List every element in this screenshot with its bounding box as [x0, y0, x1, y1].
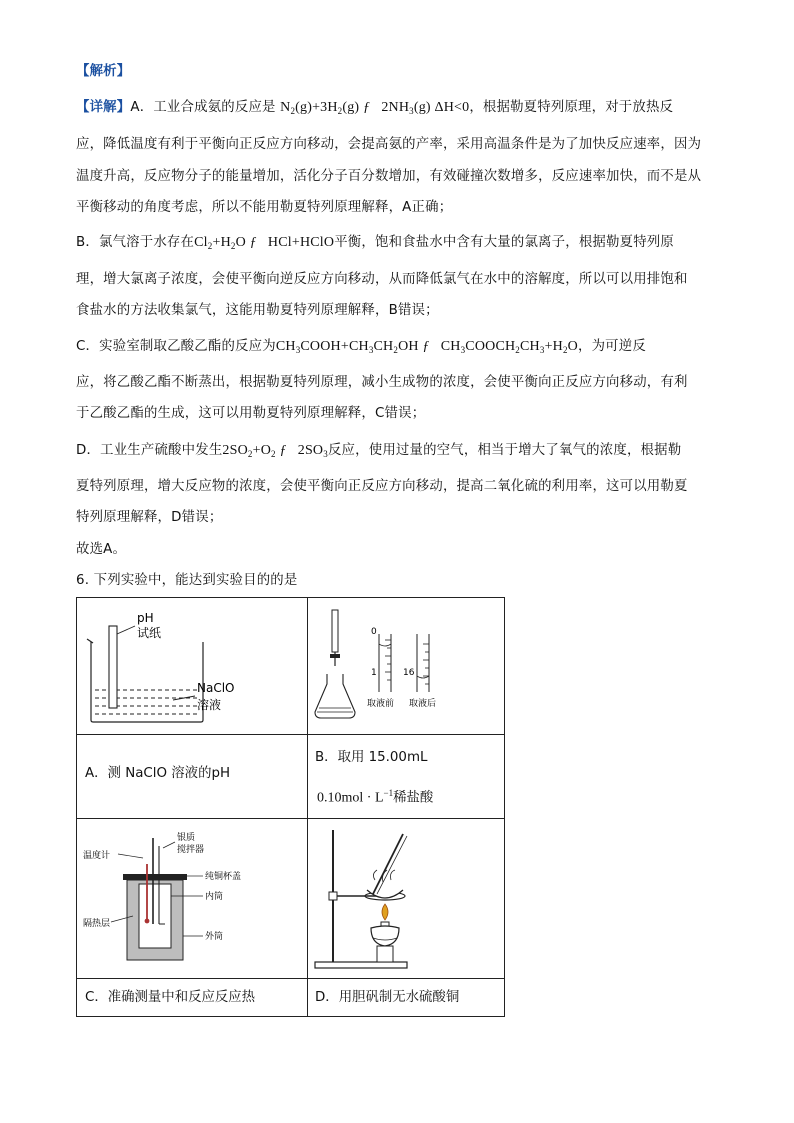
options-table — [76, 597, 505, 1017]
detail-a-suffix: ，根据勒夏特列原理，对于放热反 — [469, 100, 674, 115]
equation-ammonia: $N_2(g)+3H_2(g)$ ƒ $2NH_3(g)$ ΔH<0 — [280, 100, 470, 116]
label-stirrer-1: 银质 — [177, 833, 196, 843]
detail-c-prefix: C．实验室制取乙酸乙酯的反应为 — [76, 339, 276, 354]
detail-b-suffix: 平衡，饱和食盐水中含有大量的氯离子，根据勒夏特列原 — [334, 235, 674, 250]
detail-c-suffix: ，为可逆反 — [577, 339, 646, 354]
detail-b-prefix: B．氯气溶于水存在 — [76, 235, 195, 250]
reading-1: 1 — [371, 668, 377, 678]
detail-d-line1 — [76, 441, 681, 461]
detail-d-suffix: 反应，使用过量的空气，相当于增大了氧气的浓度，根据勒 — [327, 443, 682, 458]
option-b-line1: B．取用 15.00mL — [315, 750, 428, 765]
analysis-tag: 【解析】 — [76, 64, 131, 79]
detail-c-line1 — [76, 337, 646, 357]
label-ph: pH — [137, 612, 154, 625]
detail-b-line3: 食盐水的方法收集氯气，这能用勒夏特列原理解释，B错误； — [76, 303, 439, 318]
label-insulation: 隔热层 — [83, 919, 111, 929]
detail-b-line1 — [76, 233, 674, 253]
label-outer: 外筒 — [205, 932, 224, 942]
option-d: D．用胆矾制无水硫酸铜 — [315, 990, 460, 1005]
option-c: C．准确测量中和反应反应热 — [85, 990, 256, 1005]
figure-d-ring-stand — [311, 824, 503, 974]
detail-d-line2: 夏特列原理，增大反应物的浓度，会使平衡向正反应方向移动，提高二氧化硫的利用率，这可以用勒夏 — [76, 479, 688, 494]
detail-b-line2: 理，增大氯离子浓度，会使平衡向逆反应方向移动，从而降低氯气在水中的溶解度，所以可以用排饱和 — [76, 272, 688, 287]
detail-a-line1 — [76, 98, 673, 118]
option-a: A．测 NaClO 溶液的pH — [85, 766, 231, 781]
question-stem: 6. 下列实验中，能达到实验目的的是 — [76, 573, 298, 588]
detail-c-line2: 应，将乙酸乙酯不断蒸出，根据勒夏特列原理，减小生成物的浓度，会使平衡向正反应方向移动，有利 — [76, 375, 688, 390]
detail-d-line3: 特列原理解释，D错误； — [76, 510, 223, 525]
reading-0: 0 — [371, 627, 377, 637]
label-solution: 溶液 — [197, 698, 222, 712]
detail-d-prefix: D．工业生产硫酸中发生 — [76, 443, 223, 458]
table-divider-vertical — [307, 598, 308, 1016]
equation-chlorine: $Cl_2+H_2O$ ƒ HCl+HClO — [194, 235, 335, 251]
reading-16: 16 — [403, 668, 415, 678]
caption-after: 取液后 — [409, 699, 437, 709]
detail-a-line3: 温度升高，反应物分子的能量增加，活化分子百分数增加，有效碰撞次数增多，反应速率加快，而不是从 — [76, 169, 702, 184]
detail-a-line2: 应，降低温度有利于平衡向正反应方向移动，会提高氨的产率，采用高温条件是为了加快反应速率，因为 — [76, 137, 702, 152]
detail-a-prefix: A．工业合成氨的反应是 — [130, 100, 276, 115]
table-divider-2 — [77, 818, 504, 819]
label-thermometer: 温度计 — [83, 851, 111, 861]
label-lid: 纯铜杯盖 — [205, 872, 242, 882]
burette-flask-diagram — [311, 604, 503, 732]
equation-ester: $CH_3COOH+CH_3CH_2OH$ ƒ $CH_3COOCH_2CH_3+H_2O$ — [275, 339, 578, 355]
figure-b-burette — [311, 604, 503, 732]
equation-sulfur: $2SO_2+O_2$ ƒ $2SO_3$ — [222, 443, 328, 459]
beaker-ph-paper-diagram — [83, 612, 303, 730]
conclusion: 故选A。 — [76, 542, 127, 557]
option-b-line2: $0.10mol \cdot L^{-1}$稀盐酸 — [317, 788, 434, 806]
detail-c-line3: 于乙酸乙酯的生成，这可以用勒夏特列原理解释，C错误； — [76, 406, 426, 421]
table-divider-1 — [77, 734, 504, 735]
table-divider-3 — [77, 978, 504, 979]
label-naclo: NaClO — [197, 681, 235, 695]
detail-tag: 【详解】 — [76, 100, 131, 115]
figure-c-calorimeter — [83, 824, 305, 974]
label-test-paper: 试纸 — [137, 626, 162, 640]
detail-a-line4: 平衡移动的角度考虑，所以不能用勒夏特列原理解释，A正确； — [76, 200, 453, 215]
calorimeter-diagram — [83, 824, 305, 974]
figure-a-ph-test — [83, 612, 303, 730]
ring-stand-burner-diagram — [311, 824, 503, 974]
caption-before: 取液前 — [367, 699, 395, 709]
label-stirrer-2: 搅拌器 — [177, 845, 205, 855]
label-inner: 内筒 — [205, 892, 224, 902]
